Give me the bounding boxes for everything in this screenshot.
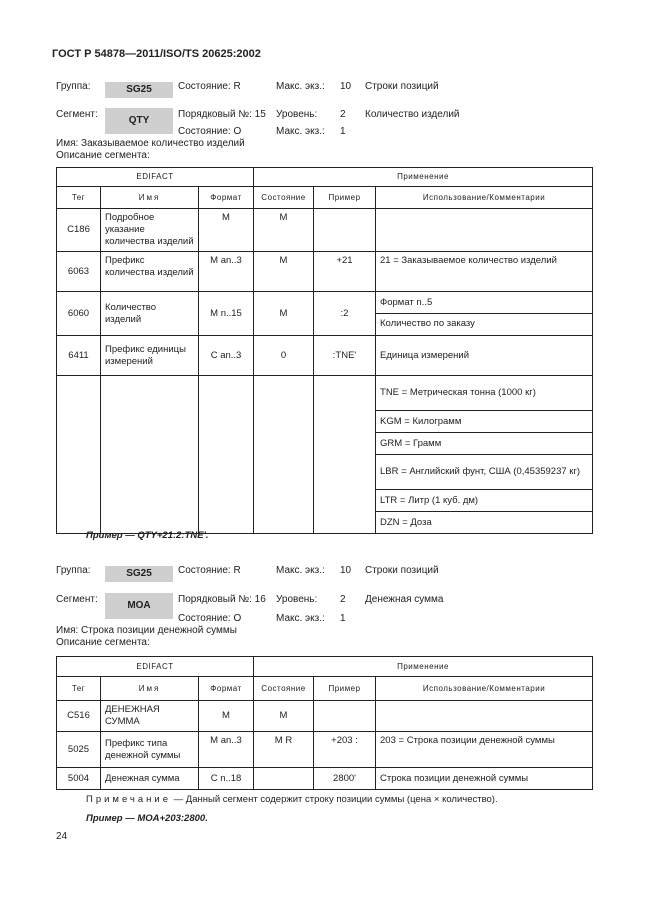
group-code-box: SG25: [105, 566, 173, 582]
unit-item: GRM = Грамм: [376, 433, 592, 455]
unit-list-cell: [376, 376, 593, 534]
cell-format: C an..3: [199, 336, 254, 376]
table-row: [57, 252, 593, 292]
comment-subtable: [376, 293, 592, 334]
cell-tag: 6063: [57, 252, 101, 292]
empty-cell: [101, 376, 199, 534]
comment-format: Формат n..5: [376, 293, 592, 314]
group-state: Состояние: R: [178, 565, 241, 576]
cell-format: M an..3: [199, 732, 254, 768]
unit-item: LTR = Литр (1 куб. дм): [376, 490, 592, 512]
cell-format: M: [199, 701, 254, 732]
cell-format: M an..3: [199, 252, 254, 292]
col-format: Формат: [199, 187, 254, 209]
cell-state: M R: [254, 732, 314, 768]
page-number: 24: [56, 831, 68, 842]
col-state: Состояние: [254, 187, 314, 209]
cell-example: 2800': [314, 768, 376, 790]
cell-example: :2: [314, 292, 376, 336]
level-label: Уровень:: [276, 109, 318, 120]
unit-item: KGM = Килограмм: [376, 411, 592, 433]
usage-header: Применение: [254, 168, 593, 187]
note-prefix: Примечание: [86, 794, 171, 805]
segment-label: Сегмент:: [56, 594, 98, 605]
cell-tag: C516: [57, 701, 101, 732]
col-state: Состояние: [254, 677, 314, 701]
cell-example: :TNE': [314, 336, 376, 376]
table-row: [57, 336, 593, 376]
cell-comment: [376, 209, 593, 252]
cell-tag: 5025: [57, 732, 101, 768]
cell-example: [314, 209, 376, 252]
example-moa: Пример — MOA+203:2800.: [86, 813, 208, 824]
cell-comment: Строка позиции денежной суммы: [376, 768, 593, 790]
group-state: Состояние: R: [178, 81, 241, 92]
cell-name: Префикс количества изделий: [101, 252, 199, 292]
table-row: [57, 209, 593, 252]
group-max-value: 10: [340, 81, 352, 92]
cell-state: M: [254, 292, 314, 336]
usage-header: Применение: [254, 657, 593, 677]
edifact-header: EDIFACT: [57, 657, 254, 677]
document-title: ГОСТ Р 54878—2011/ISO/TS 20625:2002: [52, 48, 261, 60]
cell-name: Префикс типа денежной суммы: [101, 732, 199, 768]
col-example: Пример: [314, 187, 376, 209]
group-code-box: SG25: [105, 82, 173, 98]
segment-state: Состояние: О: [178, 613, 242, 624]
col-tag: Тег: [57, 677, 101, 701]
unit-item: DZN = Доза: [380, 516, 432, 528]
segment-description: Количество изделий: [365, 109, 460, 120]
cell-name: Подробное указание количества изделий: [101, 209, 199, 252]
comment-quantity: Количество по заказу: [380, 318, 475, 329]
example-qty: Пример — QTY+21:2:TNE'.: [86, 530, 209, 541]
segment-name: Имя: Заказываемое количество изделий: [56, 138, 245, 149]
sequence-number: Порядковый №: 15: [178, 109, 266, 120]
group-description: Строки позиций: [365, 81, 439, 92]
cell-state: M: [254, 701, 314, 732]
cell-format: M: [199, 209, 254, 252]
segment-code-box: QTY: [105, 108, 173, 134]
cell-name: ДЕНЕЖНАЯ СУММА: [101, 701, 199, 732]
col-comment: Использование/Комментарии: [376, 677, 593, 701]
group-label: Группа:: [56, 565, 91, 576]
group-label: Группа:: [56, 81, 91, 92]
segment-state: Состояние: О: [178, 126, 242, 137]
table-row-units: [57, 376, 593, 534]
cell-state: M: [254, 209, 314, 252]
col-format: Формат: [199, 677, 254, 701]
table-row: [57, 732, 593, 768]
cell-example: [314, 701, 376, 732]
group-max-label: Макс. экз.:: [276, 565, 325, 576]
table-row: [57, 768, 593, 790]
segment-name: Имя: Строка позиции денежной суммы: [56, 625, 237, 636]
col-name: Имя: [101, 187, 199, 209]
segment-max-value: 1: [340, 126, 346, 137]
sequence-number: Порядковый №: 16: [178, 594, 266, 605]
col-comment: Использование/Комментарии: [376, 187, 593, 209]
segment-code-box: MOA: [105, 593, 173, 619]
col-name: Имя: [101, 677, 199, 701]
level-label: Уровень:: [276, 594, 318, 605]
segment-max-label: Макс. экз.:: [276, 126, 325, 137]
segment-max-value: 1: [340, 613, 346, 624]
level-value: 2: [340, 109, 346, 120]
cell-format: C n..18: [199, 768, 254, 790]
empty-cell: [314, 376, 376, 534]
empty-cell: [57, 376, 101, 534]
col-tag: Тег: [57, 187, 101, 209]
cell-tag: C186: [57, 209, 101, 252]
segment-description-label: Описание сегмента:: [56, 637, 150, 648]
cell-name: Количество изделий: [101, 292, 199, 336]
cell-example: +203 :: [314, 732, 376, 768]
col-example: Пример: [314, 677, 376, 701]
cell-format: M n..15: [199, 292, 254, 336]
note: [86, 794, 498, 805]
cell-comment: 203 = Строка позиции денежной суммы: [376, 732, 593, 768]
table-row: [57, 701, 593, 732]
unit-list: [376, 376, 592, 533]
cell-comment: 21 = Заказываемое количество изделий: [376, 252, 593, 292]
empty-cell: [254, 376, 314, 534]
cell-tag: 6411: [57, 336, 101, 376]
segment-label: Сегмент:: [56, 109, 98, 120]
cell-comment-split: [376, 292, 593, 336]
segment-description-label: Описание сегмента:: [56, 150, 150, 161]
table-row: [57, 292, 593, 336]
edifact-table-qty: [56, 167, 593, 534]
segment-description: Денежная сумма: [365, 594, 444, 605]
cell-state: [254, 768, 314, 790]
cell-comment: Единица измерений: [376, 336, 593, 376]
group-max-label: Макс. экз.:: [276, 81, 325, 92]
empty-cell: [199, 376, 254, 534]
edifact-header: EDIFACT: [57, 168, 254, 187]
unit-item: LBR = Английский фунт, США (0,45359237 кг): [376, 455, 592, 490]
cell-comment: [376, 701, 593, 732]
cell-name: Денежная сумма: [101, 768, 199, 790]
group-max-value: 10: [340, 565, 352, 576]
level-value: 2: [340, 594, 346, 605]
unit-item: TNE = Метрическая тонна (1000 кг): [376, 376, 592, 411]
cell-state: M: [254, 252, 314, 292]
note-text: — Данный сегмент содержит строку позиции суммы (цена × количество).: [171, 794, 498, 805]
cell-name: Префикс единицы измерений: [101, 336, 199, 376]
cell-tag: 6060: [57, 292, 101, 336]
group-description: Строки позиций: [365, 565, 439, 576]
segment-max-label: Макс. экз.:: [276, 613, 325, 624]
edifact-table-moa: [56, 656, 593, 790]
cell-state: 0: [254, 336, 314, 376]
cell-example: +21: [314, 252, 376, 292]
cell-tag: 5004: [57, 768, 101, 790]
